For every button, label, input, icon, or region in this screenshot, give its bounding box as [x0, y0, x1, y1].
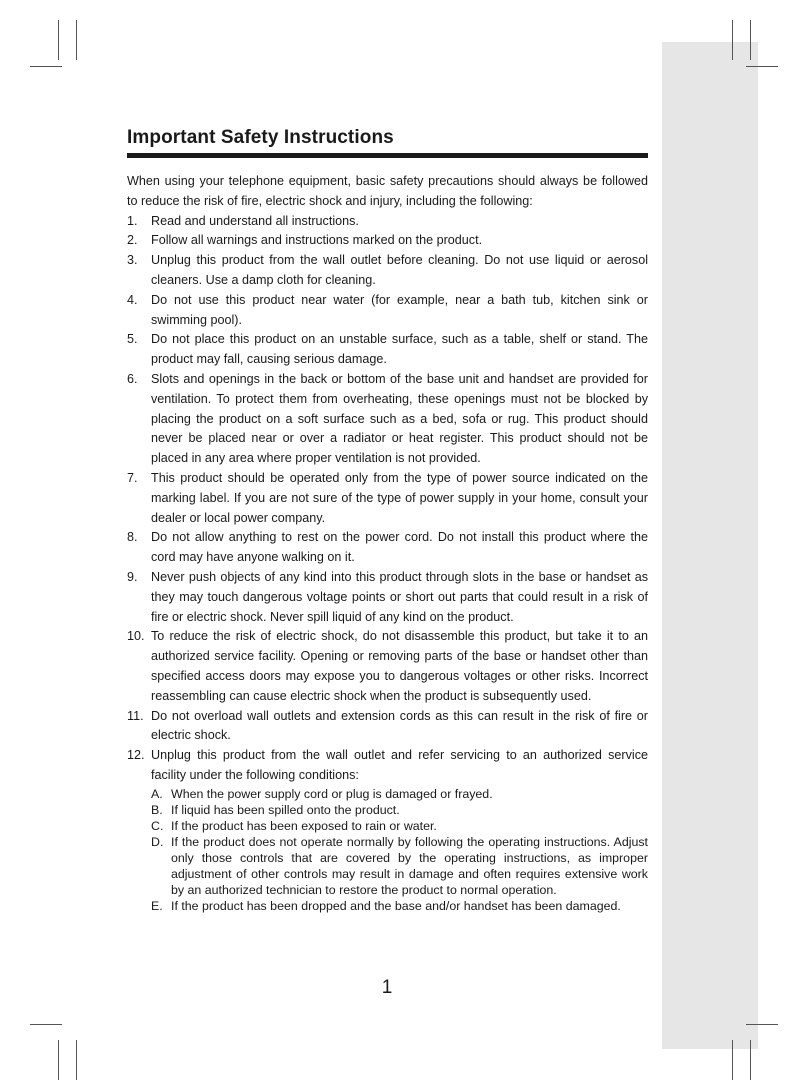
instruction-item	[127, 469, 648, 528]
crop-mark	[732, 20, 733, 60]
condition-text: If the product has been dropped and the base and/or handset has been damaged.	[171, 898, 621, 913]
condition-text: If the product does not operate normally by following the operating instructions. Adjust only those controls that are covered by the operating instructions, as improper adjustment of other controls may result in damage and often requires extensive work by an authorized technician to restore the product to normal operation.	[171, 834, 648, 897]
crop-mark	[746, 1024, 778, 1025]
instruction-number: 12.	[127, 748, 145, 763]
condition-text: When the power supply cord or plug is damaged or frayed.	[171, 786, 493, 801]
instruction-number: 1.	[127, 213, 138, 228]
crop-mark	[58, 20, 59, 60]
instruction-text: Unplug this product from the wall outlet and refer servicing to an authorized service facility under the following conditions:	[151, 748, 648, 782]
instruction-number: 8.	[127, 530, 138, 545]
instruction-number: 10.	[127, 629, 145, 644]
instruction-item	[127, 707, 648, 747]
condition-item	[151, 786, 648, 802]
condition-item	[151, 834, 648, 898]
instruction-text: This product should be operated only from the type of power source indicated on the marking label. If you are not sure of the type of power supply in your home, consult your dealer or local power company.	[151, 470, 648, 525]
instruction-item	[127, 746, 648, 914]
instruction-text: To reduce the risk of electric shock, do not disassemble this product, but take it to an authorized service facility. Opening or removing parts of the base or handset other than specified access doors may expose you to dangerous voltages or other risks. Incorrect reassembling can cause electric shock when the product is subsequently used.	[151, 629, 648, 703]
instruction-text: Do not place this product on an unstable surface, such as a table, shelf or stand. The product may fall, causing serious damage.	[151, 332, 648, 367]
condition-letter: C.	[151, 818, 164, 833]
crop-mark	[746, 66, 778, 67]
crop-mark	[76, 1040, 77, 1080]
intro-paragraph: When using your telephone equipment, basic safety precautions should always be followed to reduce the risk of fire, electric shock and injury, including the following:	[127, 174, 648, 208]
instruction-item	[127, 627, 648, 706]
instruction-item	[127, 370, 648, 469]
instruction-number: 9.	[127, 569, 138, 584]
instruction-list	[127, 212, 648, 914]
instruction-text: Follow all warnings and instructions marked on the product.	[151, 233, 483, 248]
instruction-number: 5.	[127, 332, 138, 347]
instruction-number: 11.	[127, 708, 144, 723]
instruction-item	[127, 251, 648, 291]
crop-mark	[732, 1040, 733, 1080]
instruction-text: Never push objects of any kind into this product through slots in the base or handset as they may touch dangerous voltage points or short out parts that could result in a risk of fire or electric shock. Never spill liquid of any kind on the product.	[151, 569, 648, 624]
instruction-item	[127, 212, 648, 232]
condition-item	[151, 802, 648, 818]
instruction-number: 7.	[127, 470, 138, 485]
condition-item	[151, 898, 648, 914]
instruction-text: Do not overload wall outlets and extension cords as this can result in the risk of fire or electric shock.	[151, 708, 648, 743]
instruction-text: Unplug this product from the wall outlet before cleaning. Do not use liquid or aerosol cleaners. Use a damp cloth for cleaning.	[151, 253, 648, 287]
condition-text: If liquid has been spilled onto the product.	[171, 802, 400, 817]
crop-mark	[76, 20, 77, 60]
condition-letter: A.	[151, 786, 163, 801]
condition-letter: D.	[151, 834, 164, 849]
condition-letter: B.	[151, 802, 163, 817]
crop-mark	[750, 1040, 751, 1080]
instruction-item	[127, 568, 648, 627]
instruction-item	[127, 330, 648, 370]
page-title: Important Safety Instructions	[127, 126, 648, 158]
crop-mark	[750, 20, 751, 60]
instruction-item	[127, 528, 648, 568]
instruction-number: 6.	[127, 371, 138, 386]
instruction-number: 4.	[127, 292, 138, 307]
instruction-item	[127, 291, 648, 331]
instruction-text: Read and understand all instructions.	[151, 213, 359, 228]
condition-list	[151, 786, 648, 914]
instruction-number: 2.	[127, 233, 138, 248]
page-content	[127, 126, 648, 914]
instruction-text: Do not allow anything to rest on the power cord. Do not install this product where the cord may have anyone walking on it.	[151, 530, 648, 565]
condition-letter: E.	[151, 898, 163, 913]
instruction-item	[127, 231, 648, 251]
condition-item	[151, 818, 648, 834]
crop-mark	[30, 66, 62, 67]
instruction-text: Do not use this product near water (for example, near a bath tub, kitchen sink or swimming pool).	[151, 292, 648, 327]
crop-mark	[58, 1040, 59, 1080]
side-margin-band	[662, 42, 758, 1049]
condition-text: If the product has been exposed to rain or water.	[171, 818, 437, 833]
page-number: 1	[381, 977, 393, 998]
instruction-text: Slots and openings in the back or bottom of the base unit and handset are provided for ventilation. To protect them from overheating, these openings must not be blocked by placing the product on a soft surface such as a bed, sofa or rug. This product should never be placed near or over a radiator or heat register. This product should not be placed in any area where proper ventilation is not provided.	[151, 371, 648, 466]
instruction-number: 3.	[127, 253, 138, 268]
crop-mark	[30, 1024, 62, 1025]
